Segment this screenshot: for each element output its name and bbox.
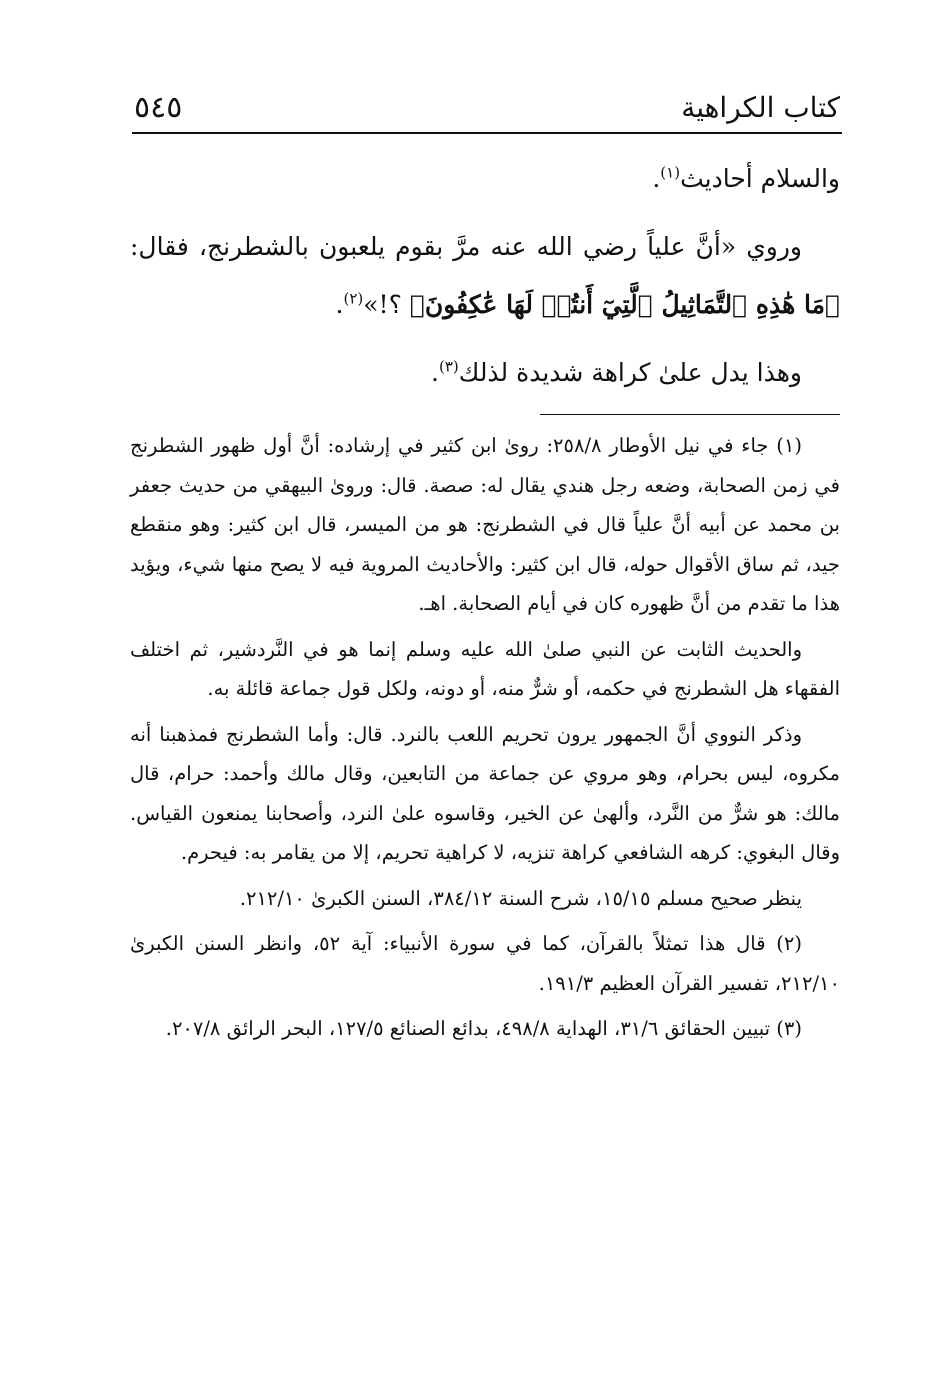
footnote-ref-1: (١) — [660, 163, 681, 182]
footnotes — [130, 426, 840, 1055]
footnote-1-paragraph-3: وذكر النووي أنَّ الجمهور يرون تحريم اللعب بالنرد. قال: وأما الشطرنج فمذهبنا أنه مكروه، ليس بحرام، وهو مروي عن جماعة من التابعين، وقال مالك وأحمد: حرام، قال مالك: هو شرٌّ من النَّرد، وألهىٰ عن الخير، وقاسوه علىٰ النرد، وأصحابنا يمنعون القياس. وقال البغوي: كرهه الشافعي كراهة تنزيه، لا كراهية تحريم، إلا من يقامر به: فيحرم. — [130, 722, 840, 864]
running-title: كتاب الكراهية — [681, 91, 840, 124]
footnote-ref-2: (٢) — [343, 289, 364, 308]
body-paragraph-2 — [130, 218, 840, 334]
footnote-ref-3: (٣) — [438, 357, 459, 376]
footnote-3: (٣) تبيين الحقائق ٣١/٦، الهداية ٤٩٨/٨، بدائع الصنائع ١٢٧/٥، البحر الرائق ٢٠٧/٨. — [165, 1017, 802, 1040]
header-rule — [132, 132, 842, 134]
paragraph-text: والسلام أحاديث — [680, 164, 840, 193]
paragraph-text: وروي «أنَّ علياً رضي الله عنه مرَّ بقوم يلعبون بالشطرنج، فقال: — [130, 232, 802, 261]
page-header — [134, 84, 840, 128]
paragraph-text: ؟!» — [363, 290, 402, 319]
paragraph-text: وهذا يدل علىٰ كراهة شديدة لذلك — [458, 358, 802, 387]
footnote-1-paragraph-1: (١) جاء في نيل الأوطار ٢٥٨/٨: روىٰ ابن كثير في إرشاده: أنَّ أول ظهور الشطرنج في زمن الصحابة، وضعه رجل هندي يقال له: صصة. قال: وروىٰ البيهقي من حديث جعفر بن محمد عن أبيه أنَّ علياً قال في الشطرنج: هو من الميسر، قال ابن كثير: وهو منقطع جيد، ثم ساق الأقوال حوله، قال ابن كثير: والأحاديث المروية فيه لا يصح منها شيء، ويؤيد هذا ما تقدم من أنَّ ظهوره كان في أيام الصحابة. اهـ. — [130, 434, 840, 615]
quran-verse: ﴿مَا هَٰذِهِ ٱلتَّمَاثِيلُ ٱلَّتِيٓ أَنتُمۡ لَهَا عَٰكِفُونَ﴾ — [409, 290, 840, 319]
footnote-2: (٢) قال هذا تمثلاً بالقرآن، كما في سورة الأنبياء: آية ٥٢، وانظر السنن الكبرىٰ ٢١٢/١٠، تفسير القرآن العظيم ١٩١/٣. — [130, 932, 840, 995]
paragraph-end: . — [335, 290, 344, 319]
paragraph-end: . — [652, 164, 661, 193]
body-paragraph-1 — [130, 150, 840, 208]
footnote-1-paragraph-4: ينظر صحيح مسلم ١٥/١٥، شرح السنة ٣٨٤/١٢، السنن الكبرىٰ ٢١٢/١٠. — [239, 886, 802, 910]
footnote-separator — [540, 414, 840, 415]
main-text — [130, 150, 840, 412]
paragraph-end: . — [431, 358, 439, 387]
page-number: ٥٤٥ — [134, 90, 183, 125]
footnote-1-paragraph-2: والحديث الثابت عن النبي صلىٰ الله عليه وسلم إنما هو في النَّردشير، ثم اختلف الفقهاء هل الشطرنج في حكمه، أو شرٌّ منه، أو دونه، ولكل قول جماعة قائلة به. — [130, 637, 840, 700]
body-paragraph-3 — [130, 344, 840, 402]
